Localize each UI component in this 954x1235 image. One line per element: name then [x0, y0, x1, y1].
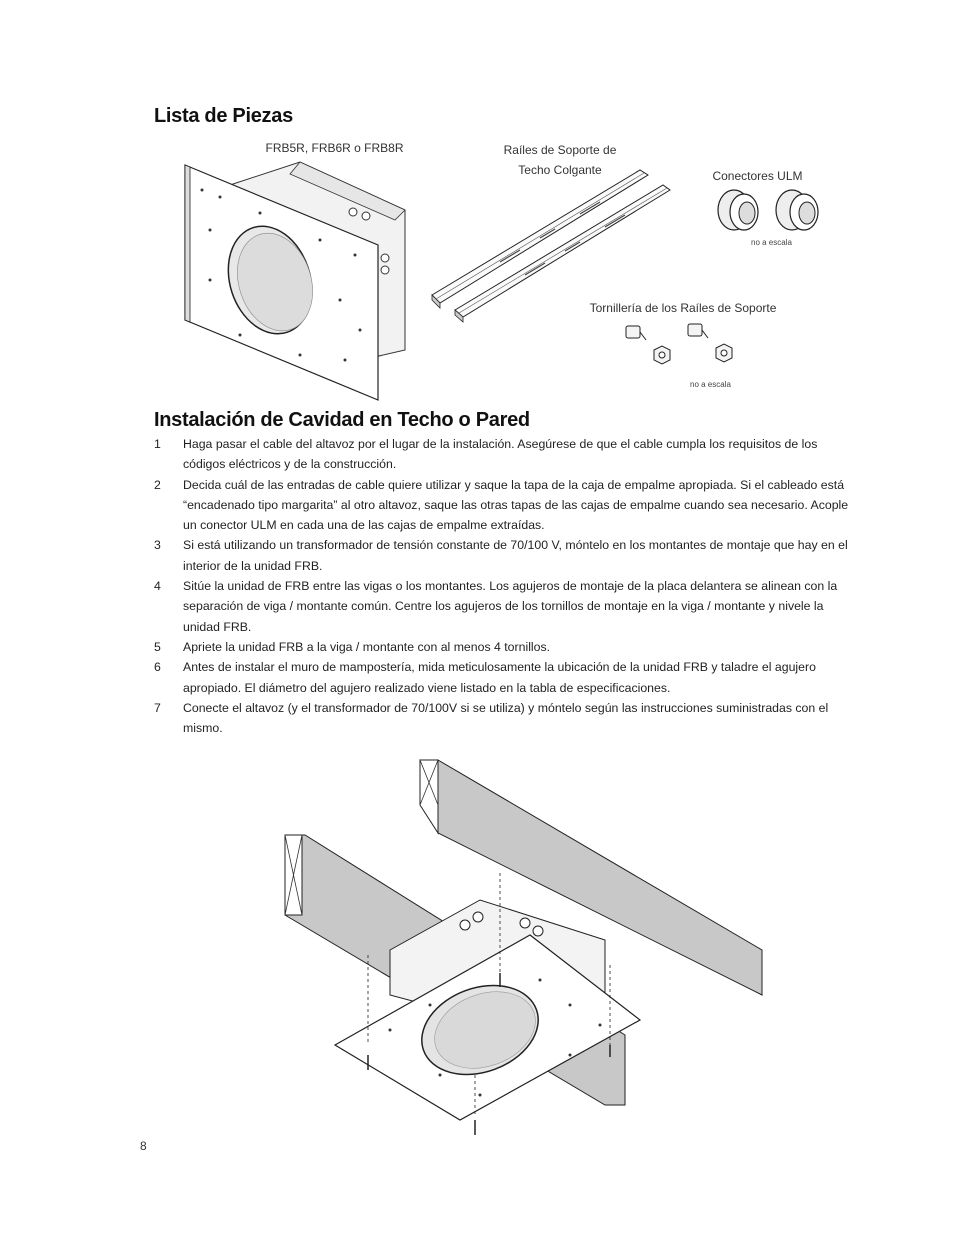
- frb-enclosure-illustration: [180, 150, 410, 405]
- rails-caption-line1: Raíles de Soporte de: [503, 143, 617, 157]
- ulm-connector-left: [718, 190, 758, 230]
- step-number: 4: [154, 579, 161, 594]
- frb-caption: FRB5R, FRB6R o FRB8R: [265, 141, 404, 155]
- ulm-caption: Conectores ULM: [712, 169, 803, 183]
- step-text: Apriete la unidad FRB a la viga / montante con al menos 4 tornillos.: [183, 639, 551, 654]
- step-text: Si está utilizando un transformador de tensión constante de 70/100 V, móntelo en los montantes de montaje que hay en el interior de la unidad FRB.: [183, 538, 848, 573]
- rail-hardware-illustration: [620, 320, 745, 370]
- step-text: Haga pasar el cable del altavoz por el lugar de la instalación. Asegúrese de que el cable cumpla los requisitos de los códigos eléctricos y de la construcción.: [183, 437, 818, 472]
- hardware-note: no a escala: [690, 380, 731, 389]
- hardware-caption: Tornillería de los Raíles de Soporte: [589, 301, 777, 315]
- install-step: [154, 657, 859, 698]
- step-text: Sitúe la unidad de FRB entre las vigas o los montantes. Los agujeros de montaje de la placa delantera se alinean con la separación de viga / montante común. Centre los agujeros de los tornillos de montaje en la viga / montante y nivele la unidad FRB.: [183, 579, 838, 634]
- install-step: [154, 698, 859, 739]
- step-number: 3: [154, 538, 161, 553]
- step-text: Antes de instalar el muro de mampostería, mida meticulosamente la ubicación de la unidad FRB y taladre el agujero apropiado. El diámetro del agujero realizado viene listado en la tabla de especificaciones.: [183, 660, 816, 695]
- install-title: Instalación de Cavidad en Techo o Pared: [154, 409, 530, 431]
- step-number: 2: [154, 477, 161, 492]
- rails-caption-line2: Techo Colgante: [518, 163, 602, 177]
- installation-illustration: [280, 755, 770, 1145]
- step-number: 6: [154, 660, 161, 675]
- install-step: [154, 535, 859, 576]
- step-number: 1: [154, 437, 161, 451]
- step-number: 5: [154, 639, 161, 654]
- parts-list-title: Lista de Piezas: [154, 105, 293, 127]
- page-number: 8: [140, 1139, 147, 1153]
- ulm-connectors-illustration: [712, 185, 832, 240]
- step-text: Decida cuál de las entradas de cable quiere utilizar y saque la tapa de la caja de empalme apropiada. Si el cableado está “encadenado tipo margarita” al otro altavoz, saque las otras tapas de las cajas de empalme cuando sea necesario. Acople un conector ULM en cada una de las cajas de empalme extraídas.: [183, 477, 849, 533]
- install-step: [154, 434, 859, 475]
- step-text: Conecte el altavoz (y el transformador de 70/100V si se utiliza) y móntelo según las instrucciones suministradas con el mismo.: [183, 700, 829, 736]
- install-step: [154, 475, 859, 536]
- step-number: 7: [154, 700, 161, 715]
- bolt-1: [626, 326, 640, 338]
- ulm-connector-right: [776, 190, 818, 230]
- install-step: [154, 637, 859, 657]
- ulm-note: no a escala: [751, 238, 792, 247]
- rails-illustration: [430, 165, 670, 325]
- install-step: [154, 576, 859, 637]
- bolt-2: [688, 324, 702, 336]
- install-steps-list: [154, 434, 859, 738]
